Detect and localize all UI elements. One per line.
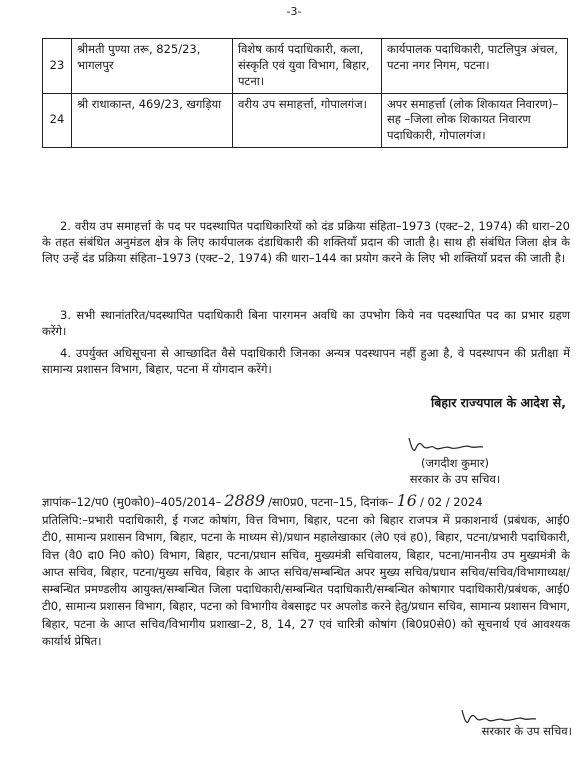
new-post-cell: अपर समाहर्त्ता (लोक शिकायत निवारण)–सह –जिला लोक शिकायत निवारण पदाधिकारी, गोपालगंज। — [382, 93, 568, 148]
new-post-cell: कार्यपालक पदाधिकारी, पाटलिपुत्र अंचल, पटना नगर निगम, पटना। — [382, 39, 568, 94]
paragraph-waiting — [42, 346, 570, 378]
table-row — [43, 39, 568, 94]
page-number: -3- — [286, 5, 302, 18]
posting-table — [42, 38, 568, 148]
signature-image — [405, 434, 485, 456]
officer-cell: श्रीमती पुण्या तरू, 825/23, भागलपुर — [72, 39, 233, 94]
current-post-cell: वरीय उप समाहर्त्ता, गोपालगंज। — [233, 93, 382, 148]
memo-prefix: ज्ञापांक–12/प0 (मु0को0)–405/2014– — [42, 495, 222, 509]
memo-handwritten-number: 2889 — [224, 491, 266, 510]
paragraph-powers — [42, 219, 570, 267]
paragraph-charge — [42, 308, 570, 340]
officer-cell: श्री राधाकान्त, 469/23, खगड़िया — [72, 93, 233, 148]
order-line: बिहार राज्यपाल के आदेश से, — [430, 395, 566, 410]
copy-to-paragraph: प्रतिलिपि:–प्रभारी पदाधिकारी, ई गजट कोषांग, वित्त विभाग, बिहार, पटना को बिहार राजपत्र में प्रकाशनार्थ (प्रबंधक, आई0 टी0, सामान्य प्रशासन विभाग, बिहार, पटना के माध्यम से)/प्रधान महालेखाकार (ले0 एवं ह0), बिहार, पटना/प्रभारी पदाधिकारी, वित्त (वै0 दा0 नि0 को0) विभाग, बिहार, पटना/प्रधान सचिव, मुख्यमंत्री सचिवालय, बिहार, पटना/माननीय उप मुख्यमंत्री के आप्त सचिव, बिहार, पटना/मुख्य सचिव, बिहार के आप्त सचिव/सम्बन्धित अपर मुख्य सचिव/प्रधान सचिव/सचिव/विभागाध्यक्ष/सम्बन्धित प्रमण्डलीय आयुक्त/सम्बन्धित जिला पदाधिकारी/सम्बन्धित पदाधिकारी/सम्बन्धित कोषागार पदाधिकारी/प्रबंधक, आई0 टी0, सामान्य प्रशासन विभाग, बिहार, पटना को विभागीय वेबसाइट पर अपलोड करने हेतु/प्रधान सचिव, सामान्य प्रशासन विभाग, बिहार, पटना के आप्त सचिव/विभागीय प्रशाखा–2, 8, 14, 27 एवं चारित्री कोषांग (बि0प्र0से0) को सूचनार्थ एवं आवश्यक कार्यार्थ प्रेषित। — [42, 513, 570, 648]
serial-number: 23 — [43, 39, 72, 94]
current-post-cell: विशेष कार्य पदाधिकारी, कला, संस्कृति एवं युवा विभाग, बिहार, पटना। — [233, 39, 382, 94]
memo-handwritten-day: 16 — [396, 491, 417, 510]
table-row — [43, 93, 568, 148]
signatory-name: (जगदीश कुमार) — [421, 456, 489, 470]
paragraph-charge-text: 3. सभी स्थानांतरित/पदस्थापित पदाधिकारी बिना पारगमन अवधि का उपभोग किये नव पदस्थापित पद का प्रभार ग्रहण करेंगे। — [42, 308, 570, 338]
paragraph-powers-text: 2. वरीय उप समाहर्त्ता के पद पर पदस्थापित पदाधिकारियों को दंड प्रक्रिया संहिता–1973 (एक्ट–2, 1974) की धारा–20 के तहत संबंधित अनुमंडल क्षेत्र के लिए कार्यपालक दंडाधिकारी की शक्तियाँ प्रदान की जाती है। साथ ही संबंधित जिला क्षेत्र के लिए उन्हें दंड प्रक्रिया संहिता–1973 (एक्ट–2, 1974) की धारा–144 का प्रयोग करने के लिए भी शक्तियाँ प्रदत्त की जाती है। — [42, 219, 570, 265]
serial-number: 24 — [43, 93, 72, 148]
paragraph-waiting-text: 4. उपर्युक्त अधिसूचना से आच्छादित वैसे पदाधिकारी जिनका अन्यत्र पदस्थापन नहीं हुआ है, वे पदस्थापन की प्रतीक्षा में सामान्य प्रशासन विभाग, बिहार, पटना में योगदान करेंगे। — [42, 346, 570, 376]
footer-signatory-title: सरकार के उप सचिव। — [481, 724, 572, 738]
signatory-title: सरकार के उप सचिव। — [409, 472, 501, 486]
memo-suffix: / 02 / 2024 — [419, 495, 483, 509]
memo-middle: /सा0प्र0, पटना–15, दिनांक– — [268, 495, 394, 509]
memo-number-line — [42, 490, 572, 512]
